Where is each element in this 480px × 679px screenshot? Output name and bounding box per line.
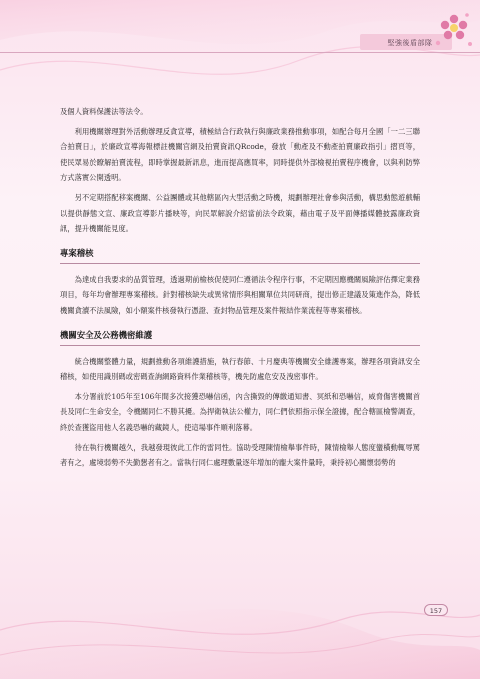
body-paragraph: 利用機關辦理對外活動辦理反貪宣導，積極結合行政執行與廉政業務推動事項，如配合每月全國「一二三聯合拍賣日」，於廉政宣導海報標註機關官網及拍賣資訊QRcode，發放「動產及不動產拍賣廉政指引」摺頁等，使民眾易於瞭解拍賣流程，即時掌握最新訊息，進而提高應買率，同時提供外部檢視拍賣程序機會，以與利防弊方式落實公開透明。 xyxy=(60,126,420,183)
body-paragraph: 為達成自我要求的品質管理，透過期前檢核促使同仁遵循法令程序行事，不定期因應機關風險評估擇定業務項目，每年均會辦理專案稽核。針對稽核缺失或異常情形與相關單位共同研商，提出修正建議及策進作為，降低機關貪瀆不法風險，如小額案件核發執行憑證、查封物品管理及案件報結作業流程等專案稽核。 xyxy=(60,274,420,315)
body-paragraph: 待在執行機關越久，我越發現彼此工作的雷同性。協助受理陳情檢舉事件時，陳情檢舉人態度蠻橫動輒辱罵者有之，處境弱勢不失勤懇者有之。當執行同仁處理數量逐年增加的龐大案件量時，秉持初心關懷弱勢的 xyxy=(60,442,420,468)
body-paragraph: 統合機關整體力量，規劃推動各項維護措施，執行春節、十月慶典等機關安全維護專案，辦理各項資訊安全稽核，如使用識別碼或密碼查詢網路資料作業稽核等，機先防處危安及洩密事件。 xyxy=(60,356,420,382)
page-number: 157 xyxy=(424,604,448,616)
document-body xyxy=(60,104,420,475)
header-rule xyxy=(0,52,480,53)
body-paragraph: 及個人資料保護法等法令。 xyxy=(60,107,148,116)
body-paragraph: 本分署前於105年至106年間多次接獲恐嚇信函，內含撕毀的傳繳通知書、冥紙和恐嚇信，威脅傷害機關首長及同仁生命安全，令機關同仁不勝其擾。為捍衛執法公權力，同仁們依照指示保全證據，配合轄區檢警調查，終於查獲盜用他人名義恐嚇的藏鏡人，使這場事件順利落幕。 xyxy=(60,391,420,432)
section-heading-audit: 專案稽核 xyxy=(60,247,420,264)
body-paragraph: 另不定期搭配移案機關、公益團體或其他轄區內大型活動之時機，規劃辦理社會參與活動，構思動態遊戲輔以提供靜態文宣、廉政宣導影片播映等，向民眾解說介紹當前法令政策，藉由電子及平面傳播媒體披露廉政資訊，提升機關能見度。 xyxy=(60,192,420,234)
section-heading-security: 機關安全及公務機密維護 xyxy=(60,329,420,346)
section-header-label: 堅強後盾部隊 xyxy=(387,39,433,47)
flower-ornament-icon xyxy=(432,10,476,52)
